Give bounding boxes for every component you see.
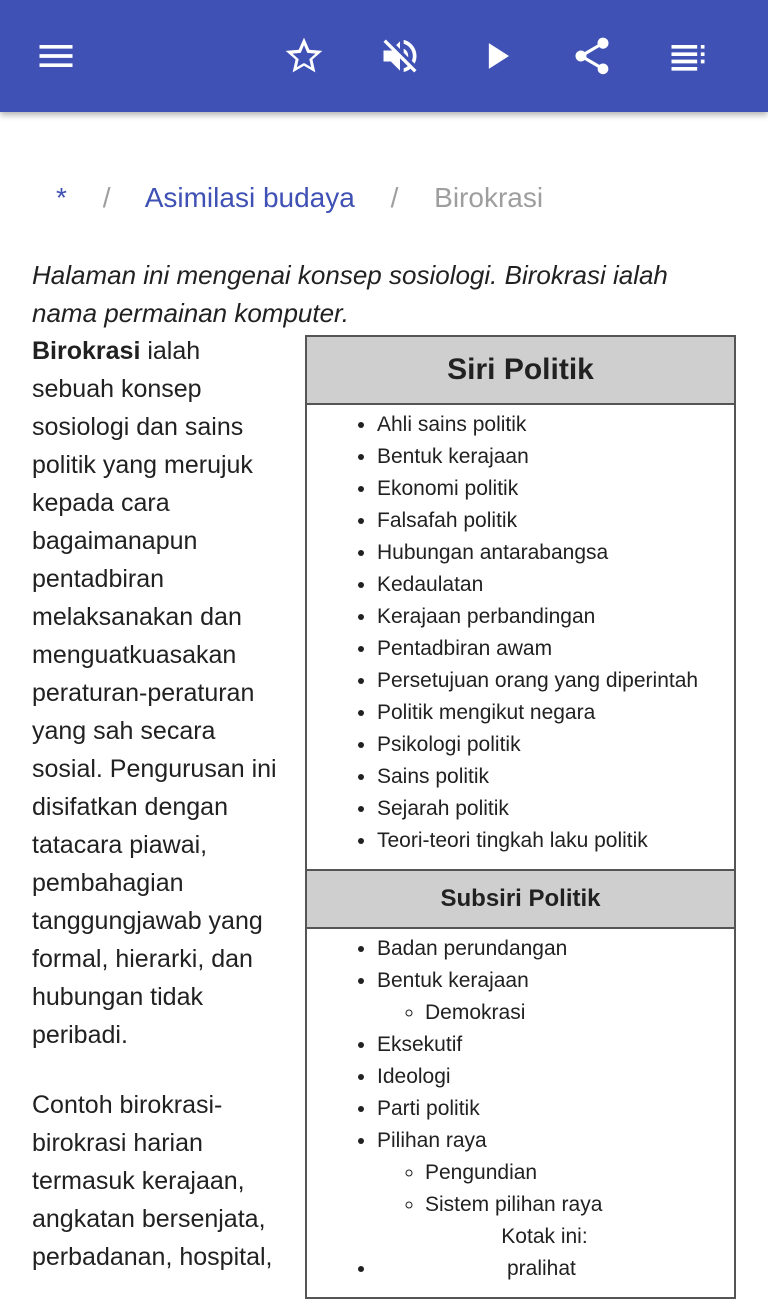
infobox-link[interactable]: • Politik mengikut negara [377,697,734,729]
infobox-link[interactable]: • pralihat [377,1253,734,1285]
infobox-link[interactable]: • Ekonomi politik [377,473,734,505]
app-toolbar [0,0,768,112]
playlist-icon[interactable] [660,28,716,84]
breadcrumb [56,180,543,216]
article-paragraph [32,332,288,1054]
infobox-link[interactable]: • Bentuk kerajaan [377,441,734,473]
article-paragraph-text: ialah sebuah konsep sosiologi dan sains politik yang merujuk kepada cara bagaimanapun pentadbiran melaksanakan dan menguatkuasakan peraturan-peraturan yang sah secara sosial. Pengurusan ini disifatkan dengan tatacara piawai, pembahagian tanggungjawab yang formal, hierarki, dan hubungan tidak peribadi. [32,337,277,1049]
infobox-link[interactable]: • Psikologi politik [377,729,734,761]
article-body [32,332,288,1308]
breadcrumb-parent-link[interactable]: Asimilasi budaya [144,182,355,213]
hamburger-menu-icon[interactable] [28,28,84,84]
infobox-box-label: Kotak ini: [501,1225,588,1248]
infobox-list [307,405,734,869]
disambiguation-note: Halaman ini mengenai konsep sosiologi. Birokrasi ialah nama permainan komputer. [32,260,668,328]
infobox-link[interactable]: • Hubungan antarabangsa [377,537,734,569]
infobox-sub-list [307,929,734,1297]
infobox-link[interactable]: • Falsafah politik [377,505,734,537]
infobox-link[interactable] [377,965,734,1029]
article-term: Birokrasi [32,337,141,365]
infobox-subtitle: Subsiri Politik [307,869,734,929]
infobox-link[interactable]: • Persetujuan orang yang diperintah [377,665,734,697]
infobox-link[interactable]: • Kedaulatan [377,569,734,601]
breadcrumb-home-link[interactable]: * [56,182,67,213]
infobox-link[interactable]: • Ideologi [377,1061,734,1093]
article-paragraph: Contoh birokrasi-birokrasi harian termasuk kerajaan, angkatan bersenjata, perbadanan, hospital, [32,1091,273,1271]
infobox-title: Siri Politik [307,337,734,405]
infobox-link[interactable]: • Sejarah politik [377,793,734,825]
infobox-link[interactable]: • Eksekutif [377,1029,734,1061]
infobox-link[interactable]: • Badan perundangan [377,933,734,965]
infobox-link[interactable]: • Pentadbiran awam [377,633,734,665]
infobox-link[interactable]: ◦ Sistem pilihan raya [425,1189,734,1221]
share-icon[interactable] [564,28,620,84]
play-icon[interactable] [470,28,526,84]
infobox-link[interactable]: ◦ Demokrasi [425,997,734,1029]
infobox-link[interactable]: • Parti politik [377,1093,734,1125]
politics-infobox [305,335,736,1299]
volume-off-icon[interactable] [372,28,428,84]
infobox-link[interactable]: • Kerajaan perbandingan [377,601,734,633]
infobox-nested-list [377,1157,734,1253]
infobox-nested-list [377,997,734,1029]
infobox-link[interactable]: • Sains politik [377,761,734,793]
infobox-link[interactable]: • Teori-teori tingkah laku politik [377,825,734,857]
breadcrumb-current: Birokrasi [434,182,544,213]
infobox-link-text[interactable]: Bentuk kerajaan [377,969,529,992]
star-outline-icon[interactable] [276,28,332,84]
infobox-link-text[interactable]: Pilihan raya [377,1129,487,1152]
infobox-link[interactable] [377,1125,734,1253]
breadcrumb-separator: / [102,182,111,213]
infobox-link[interactable]: • Ahli sains politik [377,409,734,441]
breadcrumb-separator: / [390,182,399,213]
infobox-link[interactable]: ◦ Pengundian [425,1157,734,1189]
